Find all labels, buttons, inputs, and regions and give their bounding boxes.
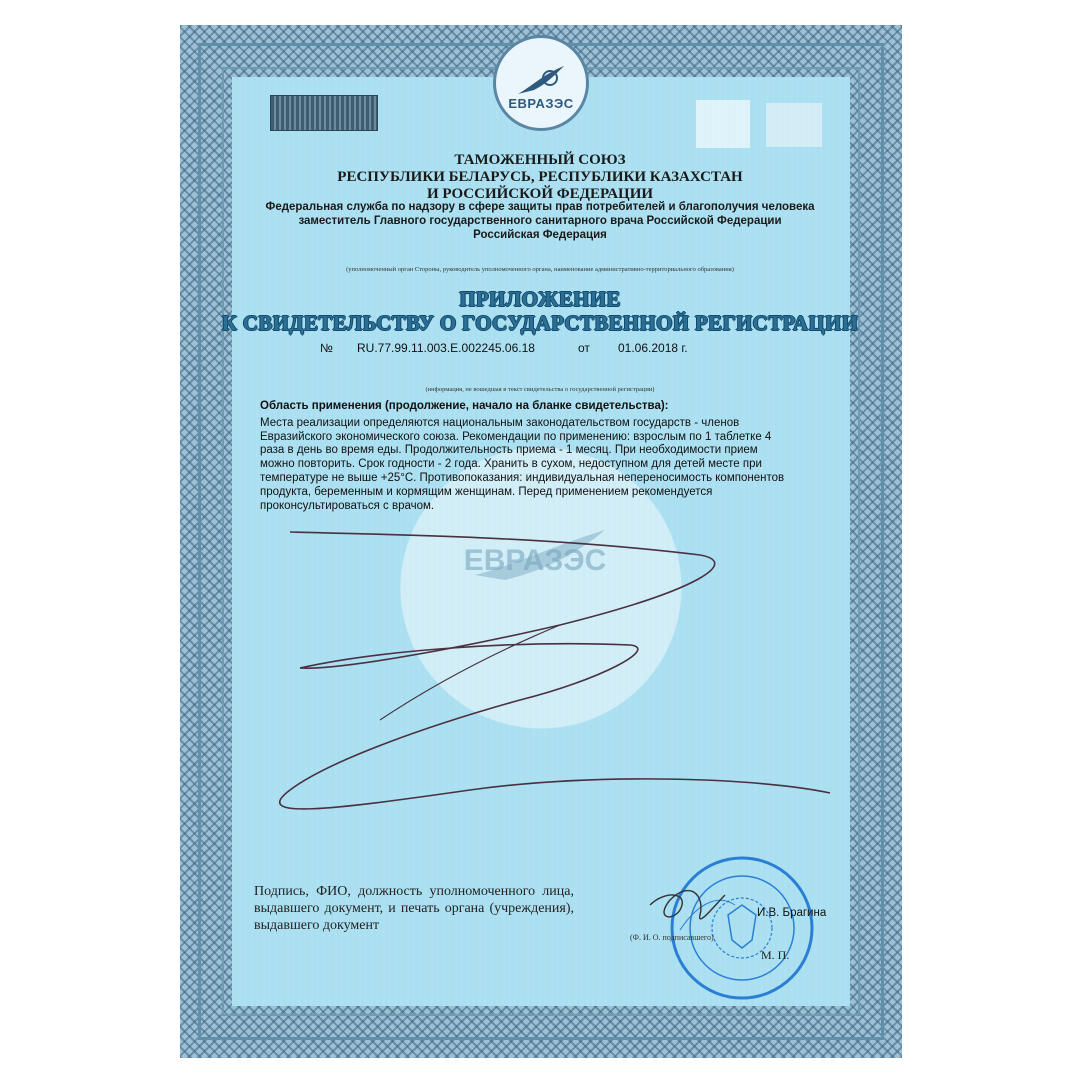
eurasec-watermark-emblem: [445, 525, 625, 635]
info-caption: (информация, не вошедшая в текст свидетельства о государственной регистрации): [425, 386, 655, 393]
stamp-place-label: М. П.: [761, 948, 790, 962]
application-line: проконсультироваться с врачом.: [260, 499, 435, 512]
application-line: Евразийского экономического союза. Рекомендации по применению: взрослым по 1 таблетке 4: [260, 430, 772, 443]
header-line-3: И РОССИЙСКОЙ ФЕДЕРАЦИИ: [426, 186, 654, 202]
org-line-2: заместитель Главного государственного санитарного врача Российской Федерации: [298, 215, 782, 227]
eurasec-logo-text: ЕВРАЗЭС: [508, 96, 574, 111]
eurasec-watermark: [445, 525, 625, 635]
application-line: раза в день во время еды. Продолжительность приема - 1 месяц. При необходимости прием: [260, 444, 758, 457]
signature-caption: Подпись, ФИО, должность уполномоченного лица, выдавшего документ, и печать органа (учреждения), выдавшего документ: [254, 884, 574, 933]
blank-patch-left: [696, 100, 750, 148]
application-heading: Область применения (продолжение, начало на бланке свидетельства):: [260, 400, 669, 412]
org-line-3: Российская Федерация: [473, 229, 607, 241]
application-line: температуре не выше +25°С. Противопоказания: индивидуальная непереносимость компонентов: [260, 471, 785, 484]
registration-line: [320, 341, 760, 361]
number-label: №: [320, 341, 333, 355]
org-caption: (уполномоченный орган Стороны, руководитель уполномоченного органа, наименование административно-территориального образования): [346, 266, 734, 273]
eurasec-wing-icon: [516, 64, 566, 98]
application-text: [260, 400, 832, 513]
date-label: от: [578, 341, 590, 355]
header-line-1: ТАМОЖЕННЫЙ СОЮЗ: [454, 152, 626, 168]
registration-date: 01.06.2018 г.: [618, 341, 688, 355]
watermark-text: ЕВРАЗЭС: [463, 544, 607, 577]
document-title: ПРИЛОЖЕНИЕ: [459, 287, 621, 311]
registration-number: RU.77.99.11.003.E.002245.06.18: [357, 341, 535, 355]
application-line: можно повторить. Срок годности - 2 года. Хранить в сухом, недоступном для детей месте при: [260, 458, 762, 471]
blank-patch-right: [766, 103, 822, 147]
hologram-sticker: [270, 95, 378, 131]
org-line-1: Федеральная служба по надзору в сфере защиты прав потребителей и благополучия человека: [265, 201, 815, 213]
application-line: Места реализации определяются национальным законодательством государств - членов: [260, 416, 740, 429]
document-subtitle: К СВИДЕТЕЛЬСТВУ О ГОСУДАРСТВЕННОЙ РЕГИСТРАЦИИ: [221, 311, 859, 335]
eurasec-logo: [493, 35, 589, 131]
header-line-2: РЕСПУБЛИКИ БЕЛАРУСЬ, РЕСПУБЛИКИ КАЗАХСТАН: [337, 169, 743, 185]
fio-caption: (Ф. И. О. подписавшего): [630, 933, 714, 942]
application-line: продукта, беременным и кормящим женщинам. Перед применением рекомендуется: [260, 485, 713, 498]
signatory-name: И.В. Брагина: [757, 907, 827, 919]
